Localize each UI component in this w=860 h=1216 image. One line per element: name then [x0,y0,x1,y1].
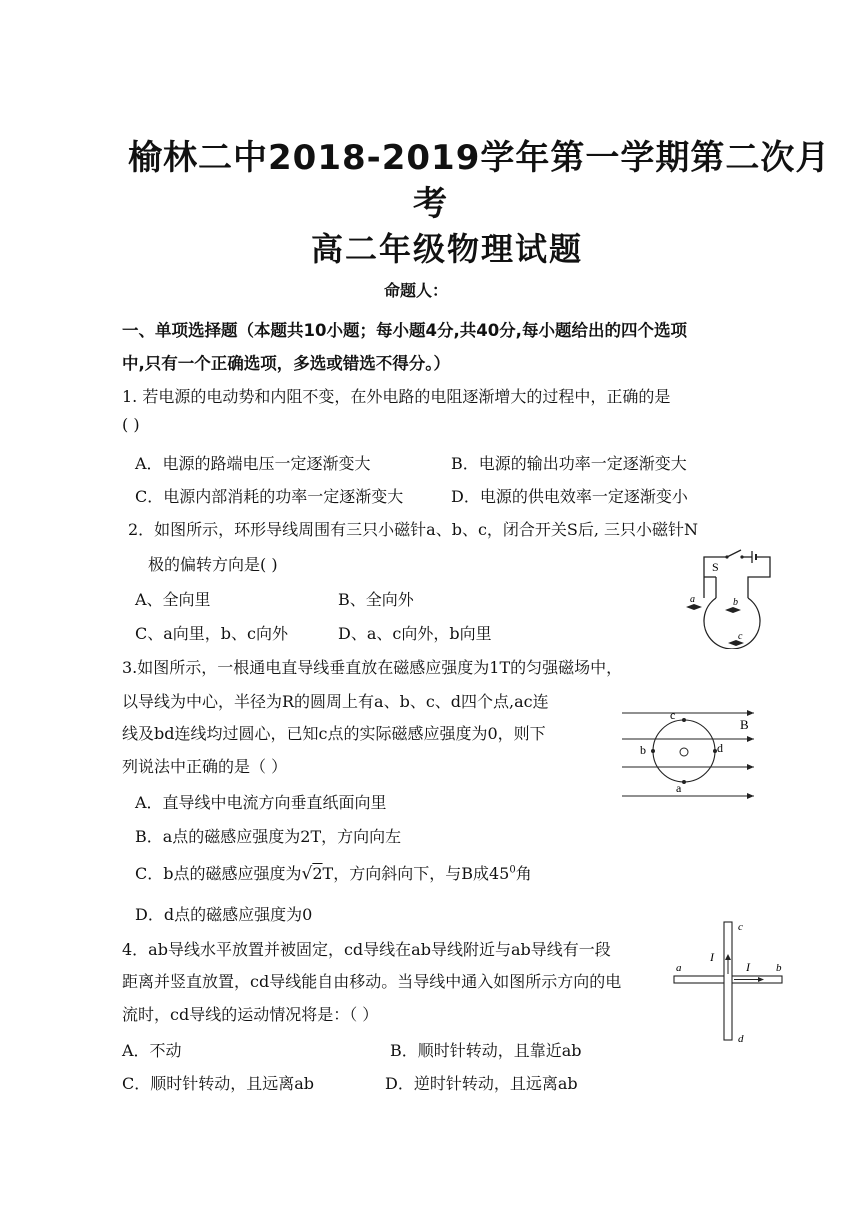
q1-stem-line1: 1. 若电源的电动势和内阻不变，在外电路的电阻逐渐增大的过程中，正确的是 [122,387,671,406]
q1-stem-line2: ( ) [122,415,140,434]
q3-option-a: A．直导线中电流方向垂直纸面向里 [135,793,387,812]
sqrt-sign: √ [301,864,313,884]
exam-subtitle: 高二年级物理试题 [311,230,584,268]
q3-option-d: D．d点的磁感应强度为0 [135,905,313,924]
q3-figure-label-b-field: B [740,717,749,732]
q2-figure-label-s: S [712,560,719,574]
q4-figure-label-a: a [676,962,682,974]
q2-option-d: D、a、c向外，b向里 [338,624,492,643]
exam-title-line1: 榆林二中2018-2019学年第一学期第二次月 [128,138,831,178]
section-heading-line1: 一、单项选择题（本题共10小题；每小题4分,共40分,每小题给出的四个选项 [122,321,687,340]
q1-option-a: A．电源的路端电压一定逐渐变大 [135,454,371,473]
q4-option-b: B．顺时针转动，且靠近ab [390,1041,582,1060]
q3-stem-line3: 线及bd连线均过圆心，已知c点的实际磁感应强度为0，则下 [122,724,546,743]
q1-option-c: C．电源内部消耗的功率一定逐渐变大 [135,487,404,506]
q4-figure-crossed-wires [668,916,788,1048]
q1-option-b: B．电源的输出功率一定逐渐变大 [451,454,687,473]
q4-option-d: D．逆时针转动，且远离ab [385,1074,578,1093]
q4-stem-line1: 4．ab导线水平放置并被固定，cd导线在ab导线附近与ab导线有一段 [122,940,611,959]
q2-stem-line2: 极的偏转方向是( ) [148,555,278,574]
q4-figure-label-d: d [738,1033,744,1045]
q3-option-c-end: 角 [515,864,532,883]
q3-option-c-sqrt: 2 [312,864,323,883]
section-heading-line2: 中,只有一个正确选项，多选或错选不得分。） [122,354,451,373]
q3-figure-label-b: b [640,743,646,757]
q3-option-c [135,861,532,884]
q2-option-a: A、全向里 [135,590,211,609]
q2-stem-line1: 2．如图所示，环形导线周围有三只小磁针a、b、c，闭合开关S后, 三只小磁针N [128,520,699,539]
q3-stem-line2: 以导线为中心，半径为R的圆周上有a、b、c、d四个点,ac连 [122,692,549,711]
q2-option-c: C、a向里，b、c向外 [135,624,288,643]
q2-figure-label-c: c [738,631,743,642]
q2-figure-label-b: b [733,597,738,608]
q3-figure-magnetic-field [616,704,760,802]
q2-figure-label-a: a [690,594,695,605]
q4-option-a: A．不动 [122,1041,182,1060]
q3-option-c-text-2: T，方向斜向下，与B成45 [322,864,510,883]
q2-option-b: B、全向外 [338,590,414,609]
q3-option-c-degree: 0 [509,864,516,876]
q1-option-d: D．电源的供电效率一定逐渐变小 [451,487,688,506]
q3-stem-line4: 列说法中正确的是（ ） [122,757,288,776]
q3-figure-label-a: a [676,781,682,795]
q4-figure-label-c: c [738,921,743,933]
exam-title-line2: 考 [413,184,448,224]
q4-figure-label-i-vertical: I [710,950,714,964]
q3-stem-line1: 3.如图所示，一根通电直导线垂直放在磁感应强度为1T的匀强磁场中， [122,658,623,677]
q3-figure-label-c: c [670,708,676,722]
q4-stem-line3: 流时，cd导线的运动情况将是：（ ） [122,1005,379,1024]
q3-figure-label-d: d [717,741,723,755]
q4-figure-label-i-horizontal: I [746,960,750,974]
author-label: 命题人： [384,281,449,300]
q4-figure-label-b: b [776,962,782,974]
q4-stem-line2: 距离并竖直放置，cd导线能自由移动。当导线中通入如图所示方向的电 [122,972,622,991]
q3-option-c-text: C．b点的磁感应强度为 [135,864,302,883]
q2-figure-ring-circuit [686,543,786,649]
q3-option-b: B．a点的磁感应强度为2T，方向向左 [135,827,402,846]
q4-option-c: C．顺时针转动，且远离ab [122,1074,315,1093]
